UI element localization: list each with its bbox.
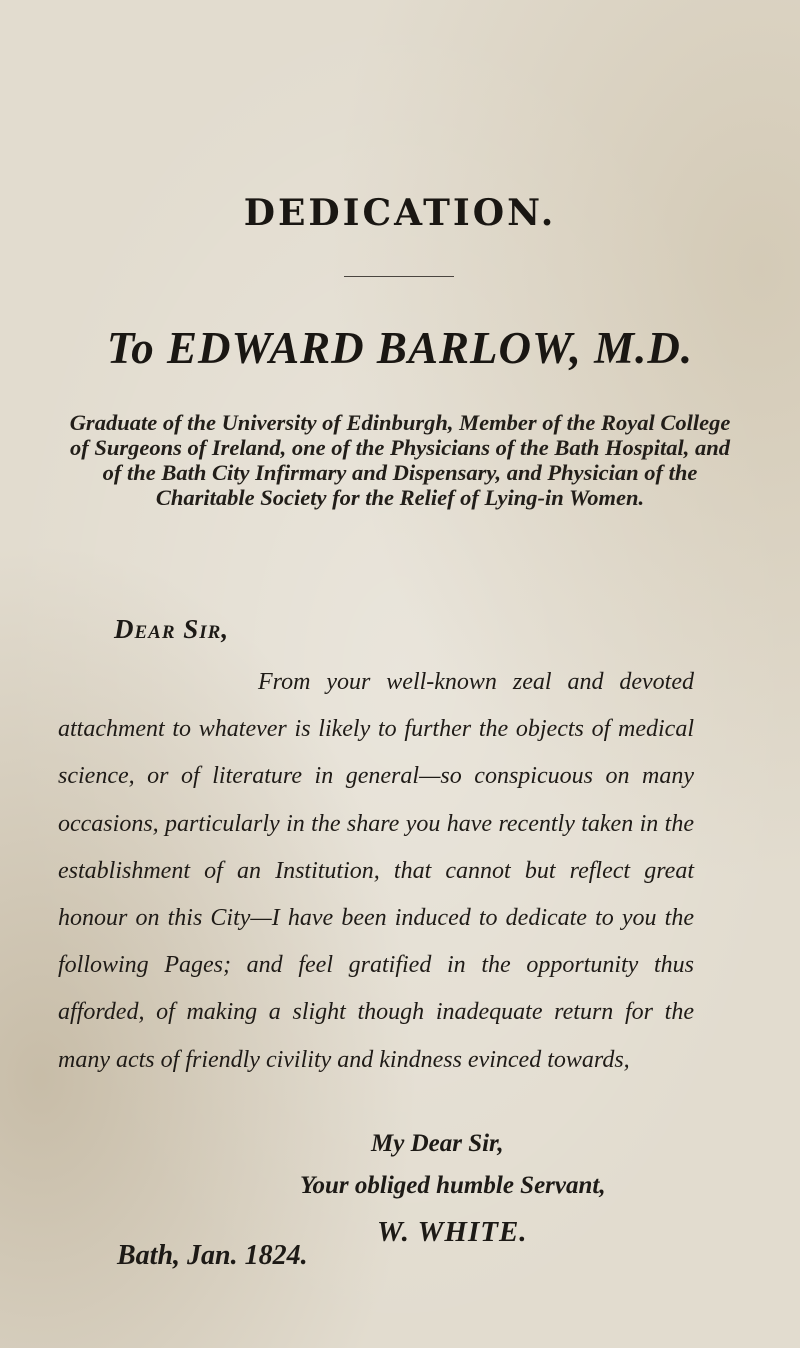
closing-address: My Dear Sir, [371,1130,504,1157]
dedication-body: From your well-known zeal and devoted attachment to whatever is likely to further the objects of medical science, or of literature in general—so conspicuous on many occasions, particularly in the share you have recently taken in the establishment of an Institution, that cannot but reflect great honour on this City—I have been induced to dedicate to you the following Pages; and feel gratified in the opportunity thus afforded, of making a slight though inadequate return for the many acts of friendly civility and kindness evinced towards, [58,669,694,1073]
salutation: Dear Sir, [114,614,230,644]
recipient-name: To EDWARD BARLOW, M.D. [106,323,694,373]
page-heading: DEDICATION. [243,192,557,234]
heading-divider [344,276,454,277]
place-date: Bath, Jan. 1824. [117,1240,308,1271]
signature: W. WHITE. [377,1216,528,1248]
closing-servant: Your obliged humble Servant, [300,1172,606,1199]
recipient-titles: Graduate of the University of Edinburgh, Member of the Royal College of Surgeons of Ireland, one of the Physicians of the Bath Hospital, and of the Bath City Infirmary and Dispensary, and Physician of the Charitable Society for the Relief of Lying-in Women. [69,410,731,510]
